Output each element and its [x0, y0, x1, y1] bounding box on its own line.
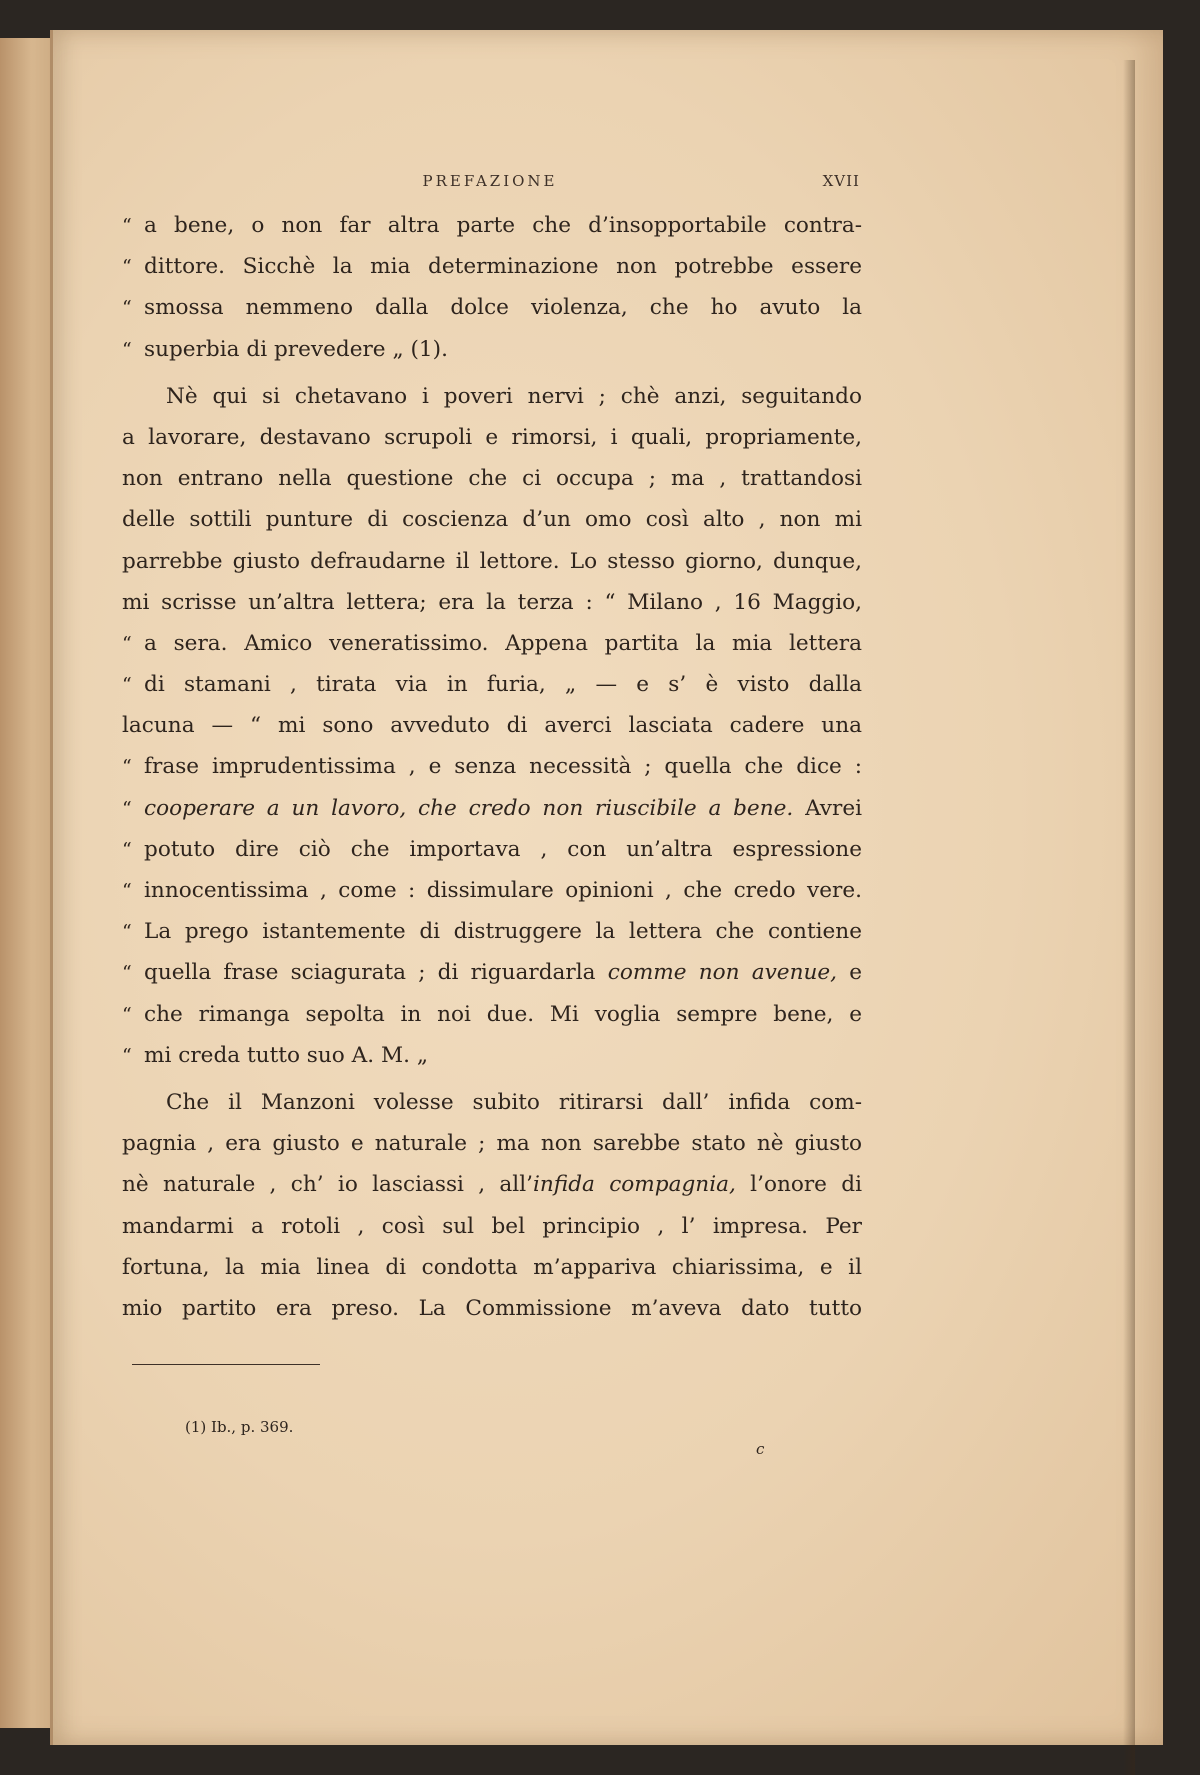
line-text: Nè qui si chetavano i poveri nervi ; chè anzi, seguitando — [166, 383, 862, 409]
line-text: pagnia , era giusto e naturale ; ma non sarebbe stato nè giusto — [122, 1131, 862, 1157]
quote-mark: “ — [122, 256, 132, 279]
line-text: mi scrisse un’altra lettera; era la terza : “ Milano , 16 Maggio, — [122, 589, 862, 615]
text-line — [122, 417, 862, 458]
text-line — [122, 1035, 862, 1076]
footnote: (1) Ib., p. 369. — [185, 1418, 294, 1436]
text-line — [122, 1206, 862, 1247]
text-line — [122, 329, 862, 370]
text-line — [122, 746, 862, 787]
line-text: e — [837, 960, 862, 986]
line-text: mi creda tutto suo A. M. „ — [144, 1042, 429, 1068]
text-line — [122, 205, 862, 246]
quote-mark: “ — [122, 756, 132, 779]
text-line — [122, 1164, 862, 1205]
italic-text: infida compagnia, — [532, 1172, 736, 1198]
text-line — [122, 246, 862, 287]
text-line — [122, 541, 862, 582]
text-line — [122, 582, 862, 623]
quote-mark: “ — [122, 632, 132, 655]
line-text: l’onore di — [735, 1172, 862, 1198]
text-line — [122, 458, 862, 499]
text-line — [122, 952, 862, 993]
line-text: a lavorare, destavano scrupoli e rimorsi, i quali, propriamente, — [122, 424, 862, 450]
quote-mark: “ — [122, 1044, 132, 1067]
text-line — [122, 376, 862, 417]
page-number: XVII — [822, 172, 860, 190]
quote-mark: “ — [122, 297, 132, 320]
line-text: potuto dire ciò che importava , con un’altra espressione — [144, 836, 862, 862]
line-text: Avrei — [793, 795, 863, 821]
text-line — [122, 705, 862, 746]
text-line — [122, 1123, 862, 1164]
quote-mark: “ — [122, 880, 132, 902]
line-text: parrebbe giusto defraudarne il lettore. Lo stesso giorno, dunque, — [122, 548, 862, 574]
line-text: che rimanga sepolta in noi due. Mi voglia sempre bene, e — [144, 1001, 862, 1027]
line-text: di stamani , tirata via in furia, „ — e s’ è visto dalla — [144, 672, 862, 698]
text-line — [122, 287, 862, 328]
line-text: lacuna — “ mi sono avveduto di averci lasciata cadere una — [122, 713, 862, 739]
line-text: dittore. Sicchè la mia determinazione non potrebbe essere — [144, 254, 862, 280]
quote-mark: “ — [122, 674, 132, 697]
body-text — [122, 205, 862, 1329]
line-text: a bene, o non far altra parte che d’insopportabile contra- — [144, 213, 862, 238]
quote-mark: “ — [122, 338, 132, 361]
quote-mark: “ — [122, 962, 132, 985]
italic-text: comme non avenue, — [607, 960, 838, 986]
line-text: mandarmi a rotoli , così sul bel principio , l’ impresa. Per — [122, 1213, 862, 1239]
text-line — [122, 1247, 862, 1288]
text-line — [122, 664, 862, 705]
running-title: PREFAZIONE — [422, 172, 558, 190]
page-header — [120, 172, 860, 196]
text-line — [122, 788, 862, 829]
line-text: delle sottili punture di coscienza d’un omo così alto , non mi — [122, 507, 862, 533]
line-text: non entrano nella questione che ci occupa ; ma , trattandosi — [122, 466, 862, 492]
line-text: frase imprudentissima , e senza necessità ; quella che dice : — [144, 754, 862, 780]
text-line — [122, 1082, 862, 1123]
line-text: mio partito era preso. La Commissione m’aveva dato tutto — [122, 1295, 862, 1321]
line-text: La prego istantemente di distruggere la lettera che contiene — [144, 919, 862, 945]
text-line — [122, 911, 862, 952]
line-text: fortuna, la mia linea di condotta m’appariva chiarissima, e il — [122, 1254, 862, 1280]
page-edge-shadow — [1123, 60, 1135, 1775]
signature-mark: c — [756, 1440, 765, 1458]
text-line — [122, 870, 862, 911]
quote-mark: “ — [122, 215, 132, 237]
text-line — [122, 623, 862, 664]
footnote-rule — [132, 1364, 320, 1365]
line-text: quella frase sciagurata ; di riguardarla — [144, 960, 608, 986]
text-line — [122, 829, 862, 870]
text-line — [122, 1288, 862, 1329]
quote-mark: “ — [122, 1003, 132, 1026]
text-line — [122, 499, 862, 540]
line-text: a sera. Amico veneratissimo. Appena partita la mia lettera — [144, 630, 862, 656]
line-text: smossa nemmeno dalla dolce violenza, che ho avuto la — [144, 295, 862, 321]
line-text: Che il Manzoni volesse subito ritirarsi dall’ infida com- — [166, 1089, 862, 1115]
text-line — [122, 994, 862, 1035]
italic-text: cooperare a un lavoro, che credo non riuscibile a bene. — [144, 795, 794, 821]
quote-mark: “ — [122, 921, 132, 944]
line-text: nè naturale , ch’ io lasciassi , all’ — [122, 1172, 533, 1198]
quote-mark: “ — [122, 797, 132, 820]
line-text: innocentissima , come : dissimulare opinioni , che credo vere. — [144, 878, 862, 903]
quote-mark: “ — [122, 838, 132, 861]
line-text: superbia di prevedere „ (1). — [144, 336, 448, 362]
